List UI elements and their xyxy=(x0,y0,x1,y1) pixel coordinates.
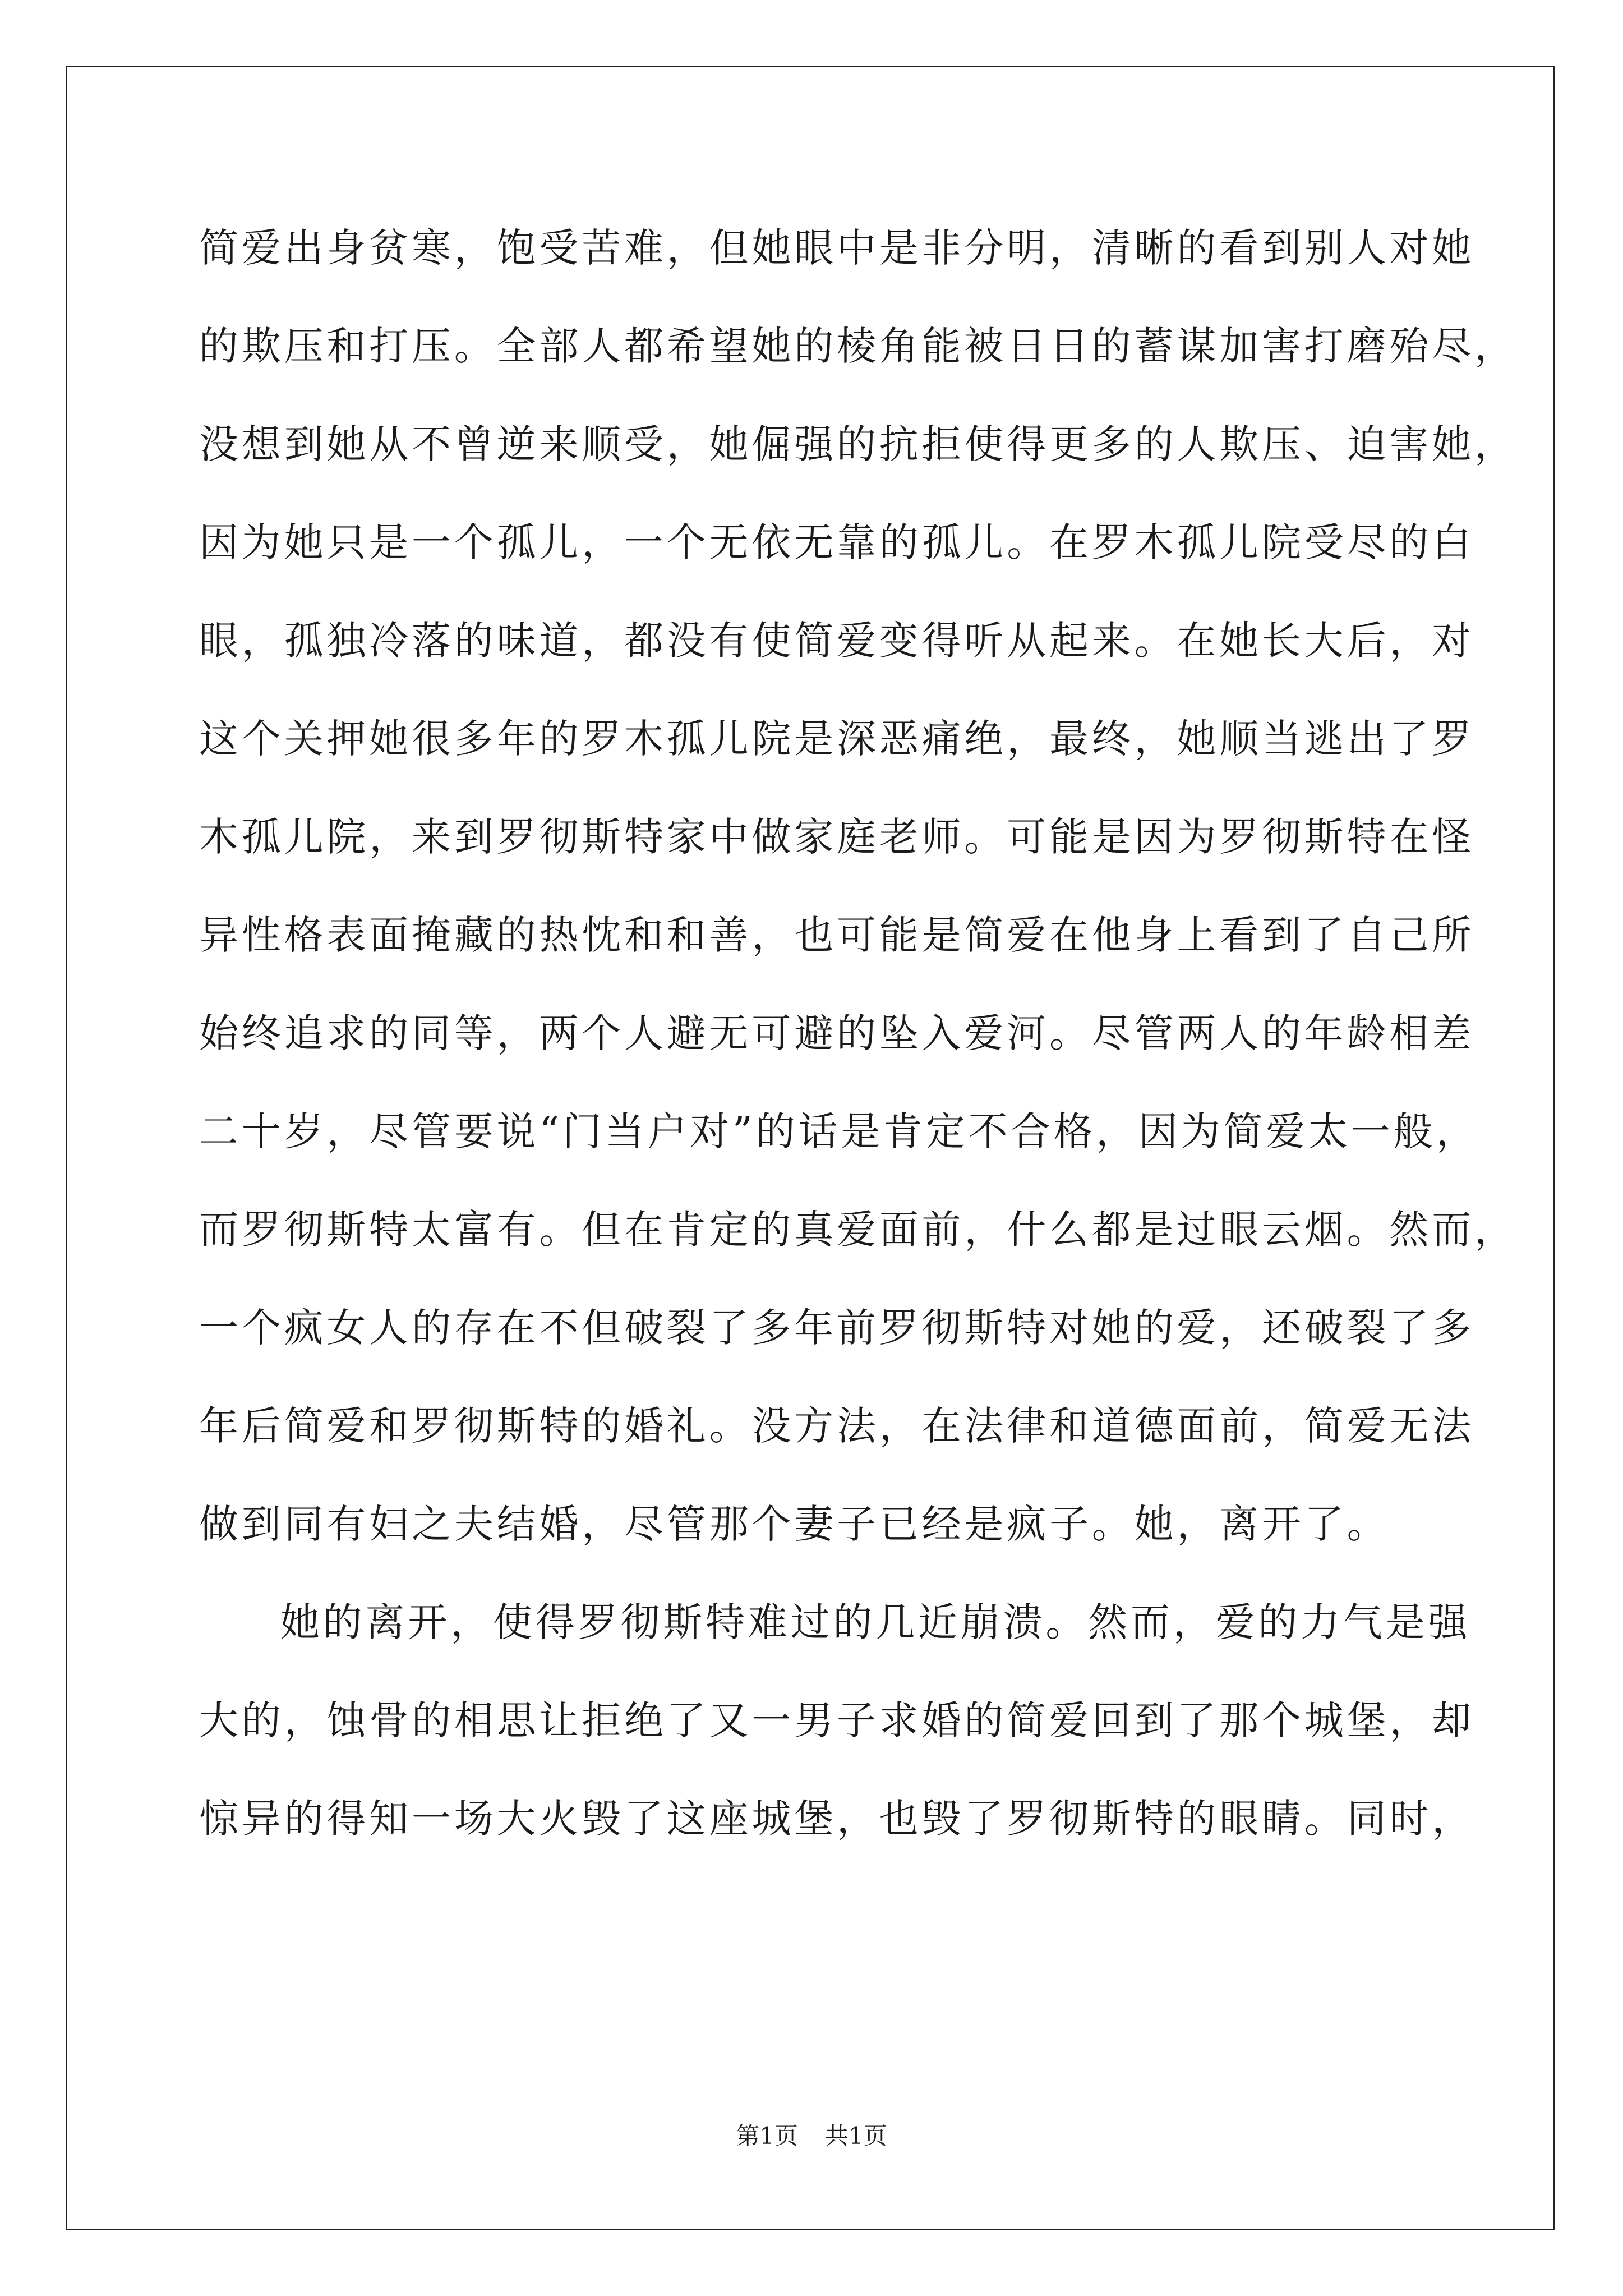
text-line: 而罗彻斯特太富有。但在肯定的真爱面前，什么都是过眼云烟。然而， xyxy=(199,1207,1517,1253)
text-line: 因为她只是一个孤儿，一个无依无靠的孤儿。在罗木孤儿院受尽的白 xyxy=(199,519,1474,565)
text-line: 惊异的得知一场大火毁了这座城堡，也毁了罗彻斯特的眼睛。同时， xyxy=(199,1796,1474,1842)
document-body xyxy=(199,199,1517,1868)
text-line: 的欺压和打压。全部人都希望她的棱角能被日日的蓄谋加害打磨殆尽， xyxy=(199,323,1517,369)
text-line: 始终追求的同等，两个人避无可避的坠入爱河。尽管两人的年龄相差 xyxy=(199,1010,1474,1056)
text-line: 这个关押她很多年的罗木孤儿院是深恶痛绝，最终，她顺当逃出了罗 xyxy=(199,716,1474,762)
paragraph-start-line: 她的离开，使得罗彻斯特难过的几近崩溃。然而，爱的力气是强 xyxy=(280,1599,1471,1645)
page-total: 共1页 xyxy=(825,2122,887,2150)
page-number: 第1页 xyxy=(736,2122,798,2150)
text-line: 大的，蚀骨的相思让拒绝了又一男子求婚的简爱回到了那个城堡，却 xyxy=(199,1697,1474,1743)
text-line: 年后简爱和罗彻斯特的婚礼。没方法，在法律和道德面前，简爱无法 xyxy=(199,1403,1474,1449)
text-line: 二十岁，尽管要说“门当户对”的话是肯定不合格，因为简爱太一般， xyxy=(199,1108,1479,1154)
text-line: 异性格表面掩藏的热忱和和善，也可能是简爱在他身上看到了自己所 xyxy=(199,912,1474,958)
page-footer xyxy=(0,2119,1623,2153)
text-line: 木孤儿院，来到罗彻斯特家中做家庭老师。可能是因为罗彻斯特在怪 xyxy=(199,814,1474,860)
text-line: 简爱出身贫寒，饱受苦难，但她眼中是非分明，清晰的看到别人对她 xyxy=(199,225,1474,271)
text-line: 眼，孤独冷落的味道，都没有使简爱变得听从起来。在她长大后，对 xyxy=(199,618,1474,664)
text-line: 一个疯女人的存在不但破裂了多年前罗彻斯特对她的爱，还破裂了多 xyxy=(199,1305,1474,1351)
text-line: 做到同有妇之夫结婚，尽管那个妻子已经是疯子。她，离开了。 xyxy=(199,1501,1390,1547)
text-line: 没想到她从不曾逆来顺受，她倔强的抗拒使得更多的人欺压、迫害她， xyxy=(199,421,1517,467)
